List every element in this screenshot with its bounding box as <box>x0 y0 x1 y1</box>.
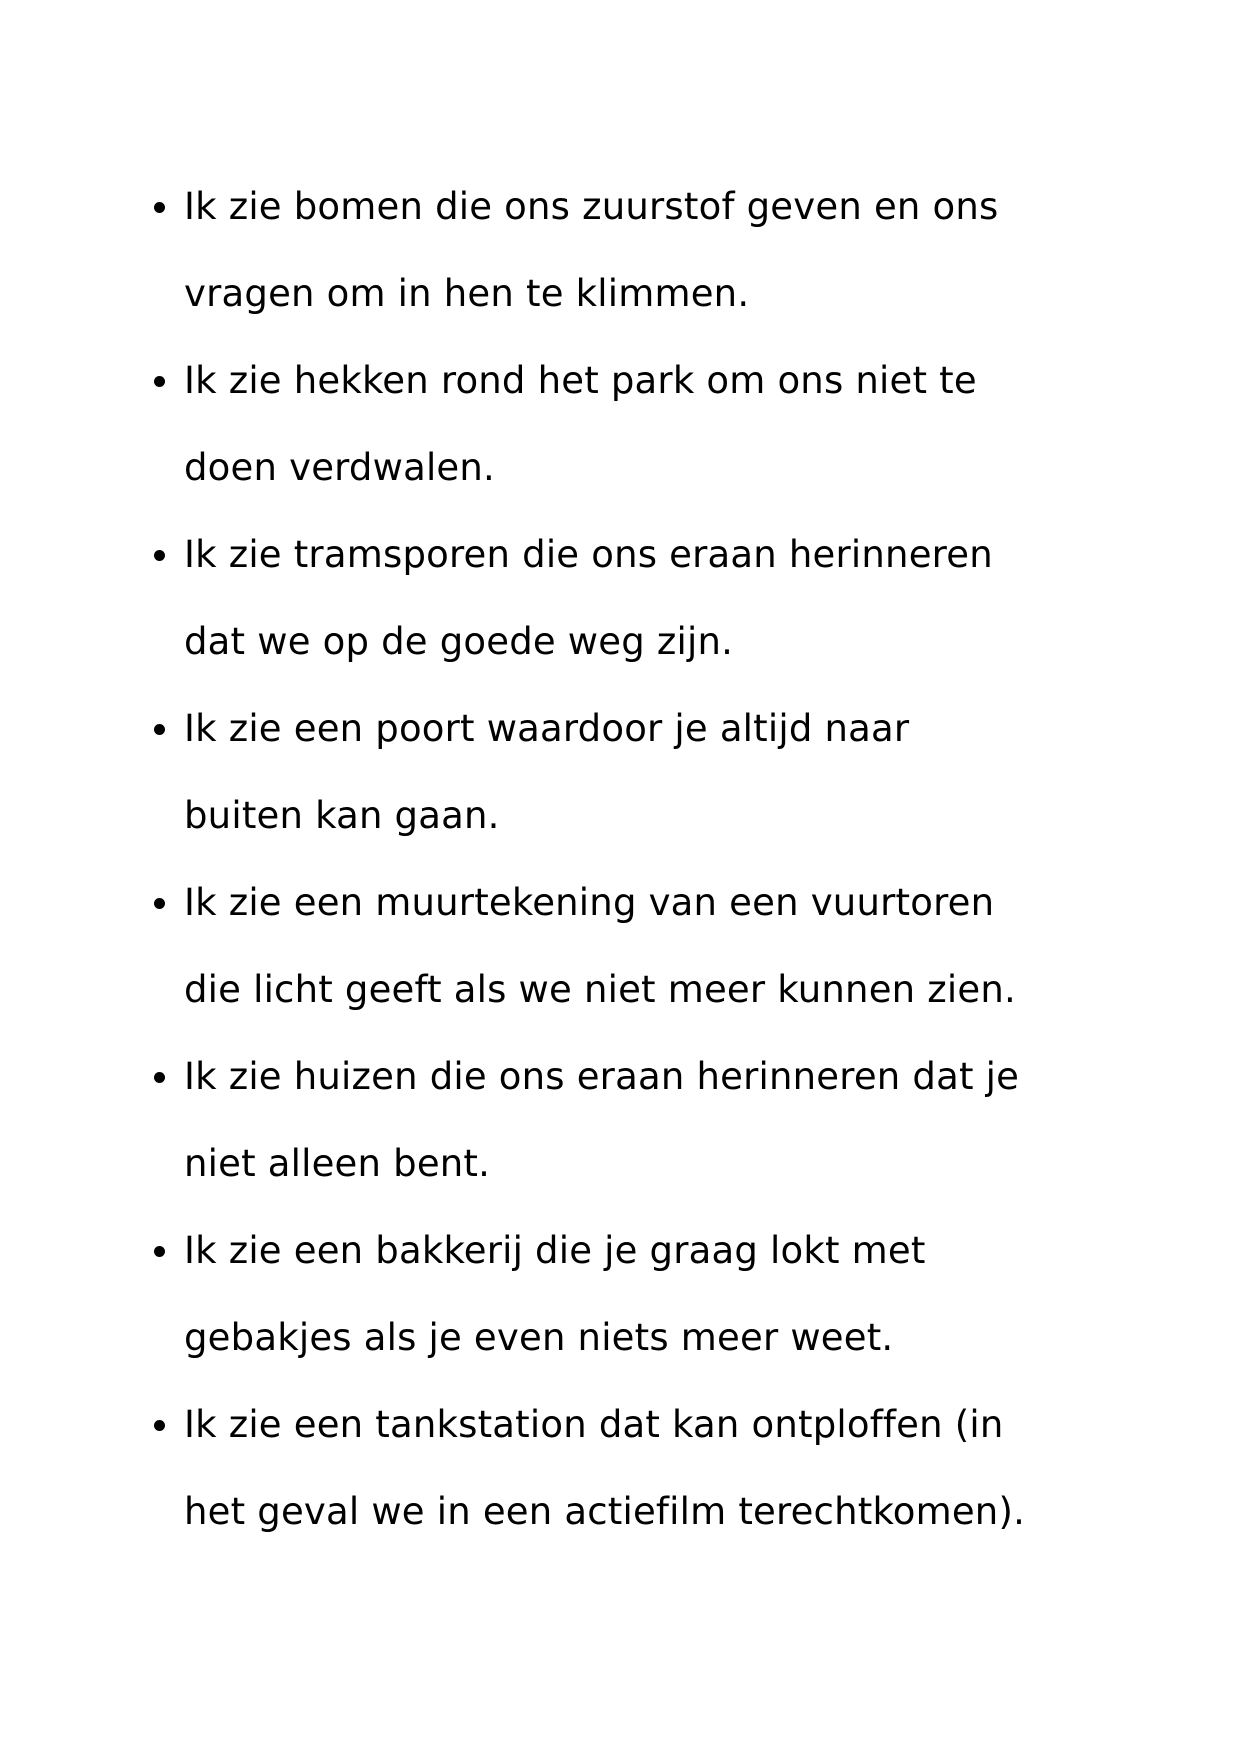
list-item <box>148 1033 1148 1207</box>
bullet-icon <box>154 724 165 735</box>
list-item-line: gebakjes als je even niets meer weet. <box>184 1316 894 1359</box>
list-item-line: Ik zie hekken rond het park om ons niet te <box>184 359 977 402</box>
bullet-list <box>148 163 1148 1555</box>
list-item <box>148 1207 1148 1381</box>
bullet-icon <box>154 1246 165 1257</box>
list-item-line: doen verdwalen. <box>184 446 495 489</box>
bullet-icon <box>154 898 165 909</box>
list-item-line: vragen om in hen te klimmen. <box>184 272 750 315</box>
bullet-icon <box>154 550 165 561</box>
list-item <box>148 337 1148 511</box>
list-item-line: niet alleen bent. <box>184 1142 491 1185</box>
list-item-line: Ik zie bomen die ons zuurstof geven en ons <box>184 185 999 228</box>
list-item <box>148 685 1148 859</box>
list-item <box>148 859 1148 1033</box>
list-item-line: die licht geeft als we niet meer kunnen zien. <box>184 968 1016 1011</box>
list-item-line: dat we op de goede weg zijn. <box>184 620 734 663</box>
bullet-icon <box>154 376 165 387</box>
list-item-line: Ik zie tramsporen die ons eraan herinneren <box>184 533 993 576</box>
list-item-line: buiten kan gaan. <box>184 794 500 837</box>
list-item <box>148 511 1148 685</box>
list-item-line: het geval we in een actiefilm terechtkomen). <box>184 1490 1026 1533</box>
list-item-line: Ik zie een muurtekening van een vuurtoren <box>184 881 995 924</box>
list-item-line: Ik zie huizen die ons eraan herinneren dat je <box>184 1055 1020 1098</box>
list-item <box>148 163 1148 337</box>
list-item-line: Ik zie een poort waardoor je altijd naar <box>184 707 910 750</box>
list-item-line: Ik zie een tankstation dat kan ontploffen (in <box>184 1403 1004 1446</box>
bullet-icon <box>154 1072 165 1083</box>
bullet-icon <box>154 1420 165 1431</box>
list-item <box>148 1381 1148 1555</box>
list-item-line: Ik zie een bakkerij die je graag lokt met <box>184 1229 926 1272</box>
bullet-icon <box>154 202 165 213</box>
